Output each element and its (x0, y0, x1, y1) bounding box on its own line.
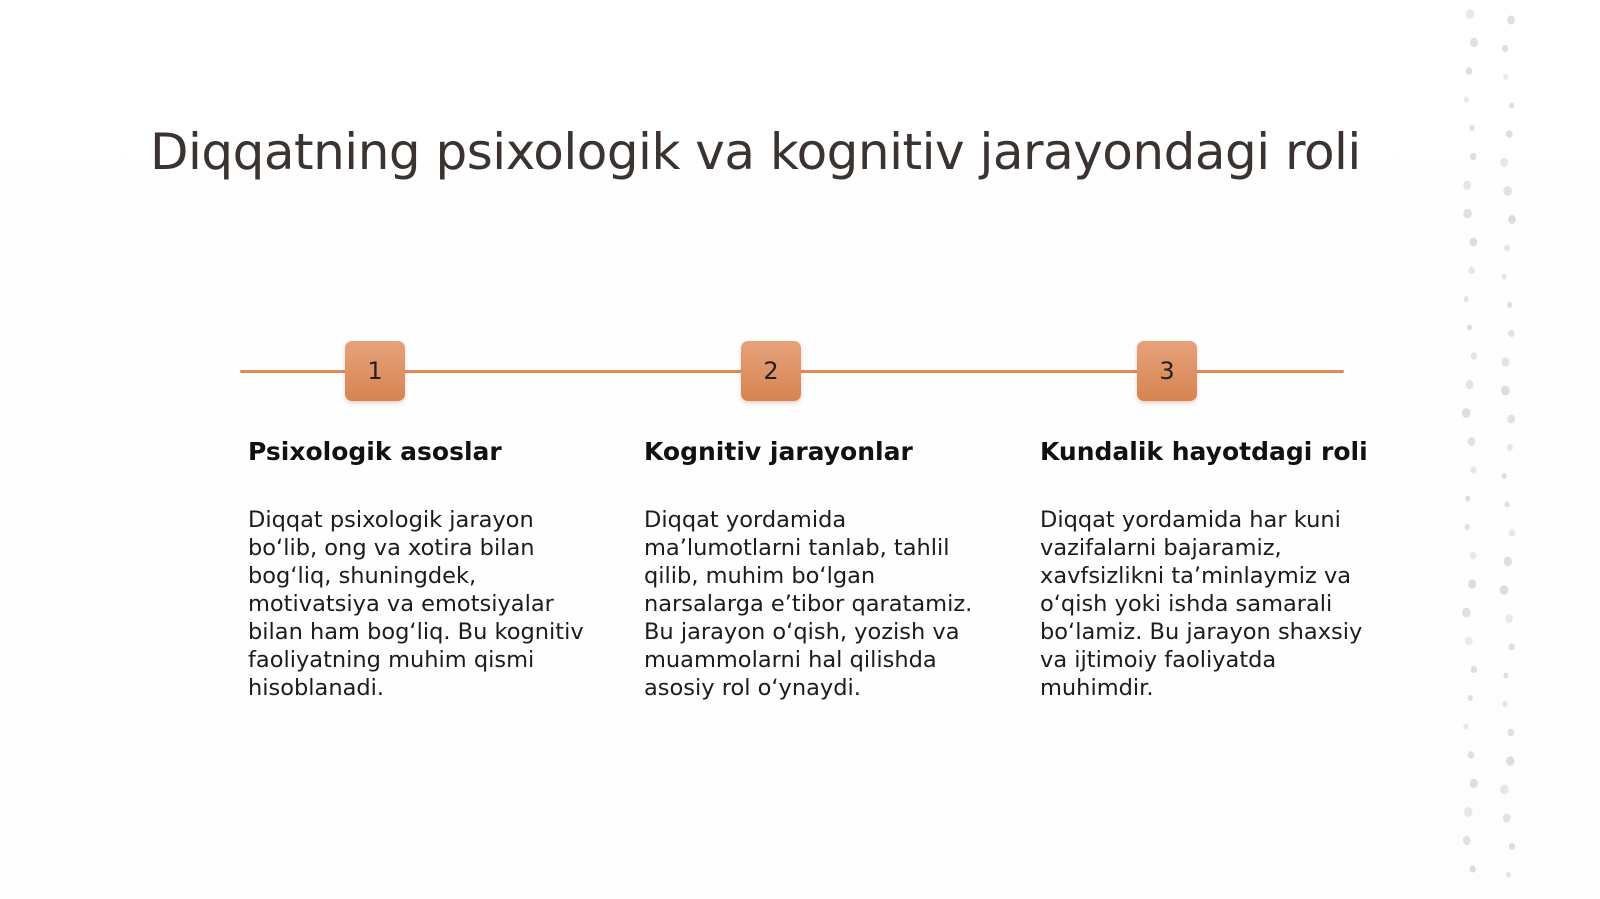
decorative-dot (1465, 637, 1473, 646)
step-2-heading: Kognitiv jarayonlar (644, 437, 913, 466)
decorative-dot (1467, 325, 1472, 331)
decorative-dot (1465, 496, 1470, 502)
decorative-dot (1464, 296, 1469, 302)
decorative-dot (1466, 67, 1472, 74)
decorative-dot (1502, 274, 1507, 280)
step-3-body: Diqqat yordamida har kuni vazifalarni bajaramiz, xavfsizlikni ta’minlaymiz va o‘qish yoki ishda samarali bo‘lamiz. Bu jarayon shaxsiy va ijtimoiy faoliyatda muhimdir. (1040, 507, 1363, 701)
decorative-dot (1504, 501, 1509, 507)
decorative-dot (1470, 466, 1476, 473)
decorative-dot (1470, 865, 1476, 872)
decorative-dot (1462, 408, 1471, 418)
decorative-dot (1501, 357, 1509, 366)
decorative-dot (1504, 244, 1510, 251)
decorative-dot (1508, 729, 1515, 737)
decorative-dot (1468, 695, 1473, 701)
decorative-dot (1509, 529, 1516, 537)
decorative-dot (1502, 473, 1507, 479)
decorative-dot (1463, 724, 1468, 730)
decorative-dot (1500, 158, 1508, 167)
step-2-column (644, 436, 984, 702)
decorative-dots-pattern (1430, 0, 1600, 899)
decorative-dot (1471, 666, 1477, 673)
step-3-badge: 3 (1137, 341, 1197, 401)
decorative-dot (1507, 16, 1515, 25)
decorative-dot (1470, 779, 1478, 788)
decorative-dot (1506, 872, 1511, 878)
step-1-column (248, 436, 588, 702)
decorative-dot (1469, 125, 1474, 131)
step-1-body: Diqqat psixologik jarayon bo‘lib, ong va xotira bilan bog‘liq, shuningdek, motivatsiya va emotsiyalar bilan ham bog‘liq. Bu kognitiv faoliyatning muhim qismi hisoblanadi. (248, 507, 584, 701)
step-3-heading: Kundalik hayotdagi roli (1040, 437, 1368, 466)
decorative-dot (1508, 215, 1516, 224)
decorative-dot (1506, 130, 1513, 138)
decorative-dot (1501, 386, 1510, 396)
decorative-dot (1509, 103, 1514, 109)
decorative-dot (1509, 644, 1515, 651)
decorative-dot (1470, 38, 1478, 47)
decorative-dot (1502, 701, 1507, 707)
decorative-dot (1463, 180, 1471, 189)
decorative-dot (1502, 45, 1508, 52)
decorative-dot (1468, 267, 1474, 274)
step-2-body: Diqqat yordamida ma’lumotlarni tanlab, tahlil qilib, muhim bo‘lgan narsalarga e’tibor qaratamiz. Bu jarayon o‘qish, yozish va muammolarni hal qilishda asosiy rol o‘ynaydi. (644, 507, 973, 701)
decorative-dot (1470, 552, 1476, 559)
decorative-dot (1471, 352, 1477, 359)
step-1-heading: Psixologik asoslar (248, 437, 502, 466)
decorative-dot (1509, 843, 1515, 850)
step-3-column (1040, 436, 1380, 702)
decorative-dot (1503, 673, 1508, 679)
decorative-dot (1500, 585, 1509, 595)
decorative-dot (1466, 380, 1474, 389)
decorative-dot (1507, 415, 1515, 424)
decorative-dot (1507, 444, 1513, 451)
decorative-dot (1500, 785, 1509, 795)
decorative-dot (1463, 209, 1472, 219)
decorative-dot (1468, 751, 1475, 758)
decorative-dot (1503, 814, 1511, 823)
decorative-dot (1464, 807, 1473, 817)
decorative-dot (1470, 153, 1476, 160)
decorative-dot (1468, 437, 1476, 446)
decorative-dot (1504, 557, 1512, 566)
decorative-dot (1507, 302, 1512, 308)
decorative-dot (1465, 524, 1470, 530)
decorative-dot (1470, 238, 1478, 247)
slide-title: Diqqatning psixologik va kognitiv jarayondagi roli (150, 123, 1361, 181)
step-2-badge: 2 (741, 341, 801, 401)
decorative-dot (1503, 186, 1512, 196)
decorative-dot (1464, 97, 1469, 103)
decorative-dot (1503, 74, 1508, 80)
decorative-dot (1468, 579, 1476, 588)
decorative-dot (1505, 614, 1513, 623)
decorative-dot (1462, 608, 1471, 618)
step-1-badge: 1 (345, 341, 405, 401)
decorative-dot (1466, 9, 1475, 19)
decorative-dot (1506, 756, 1514, 765)
decorative-dot (1508, 330, 1515, 338)
decorative-dot (1463, 836, 1471, 845)
